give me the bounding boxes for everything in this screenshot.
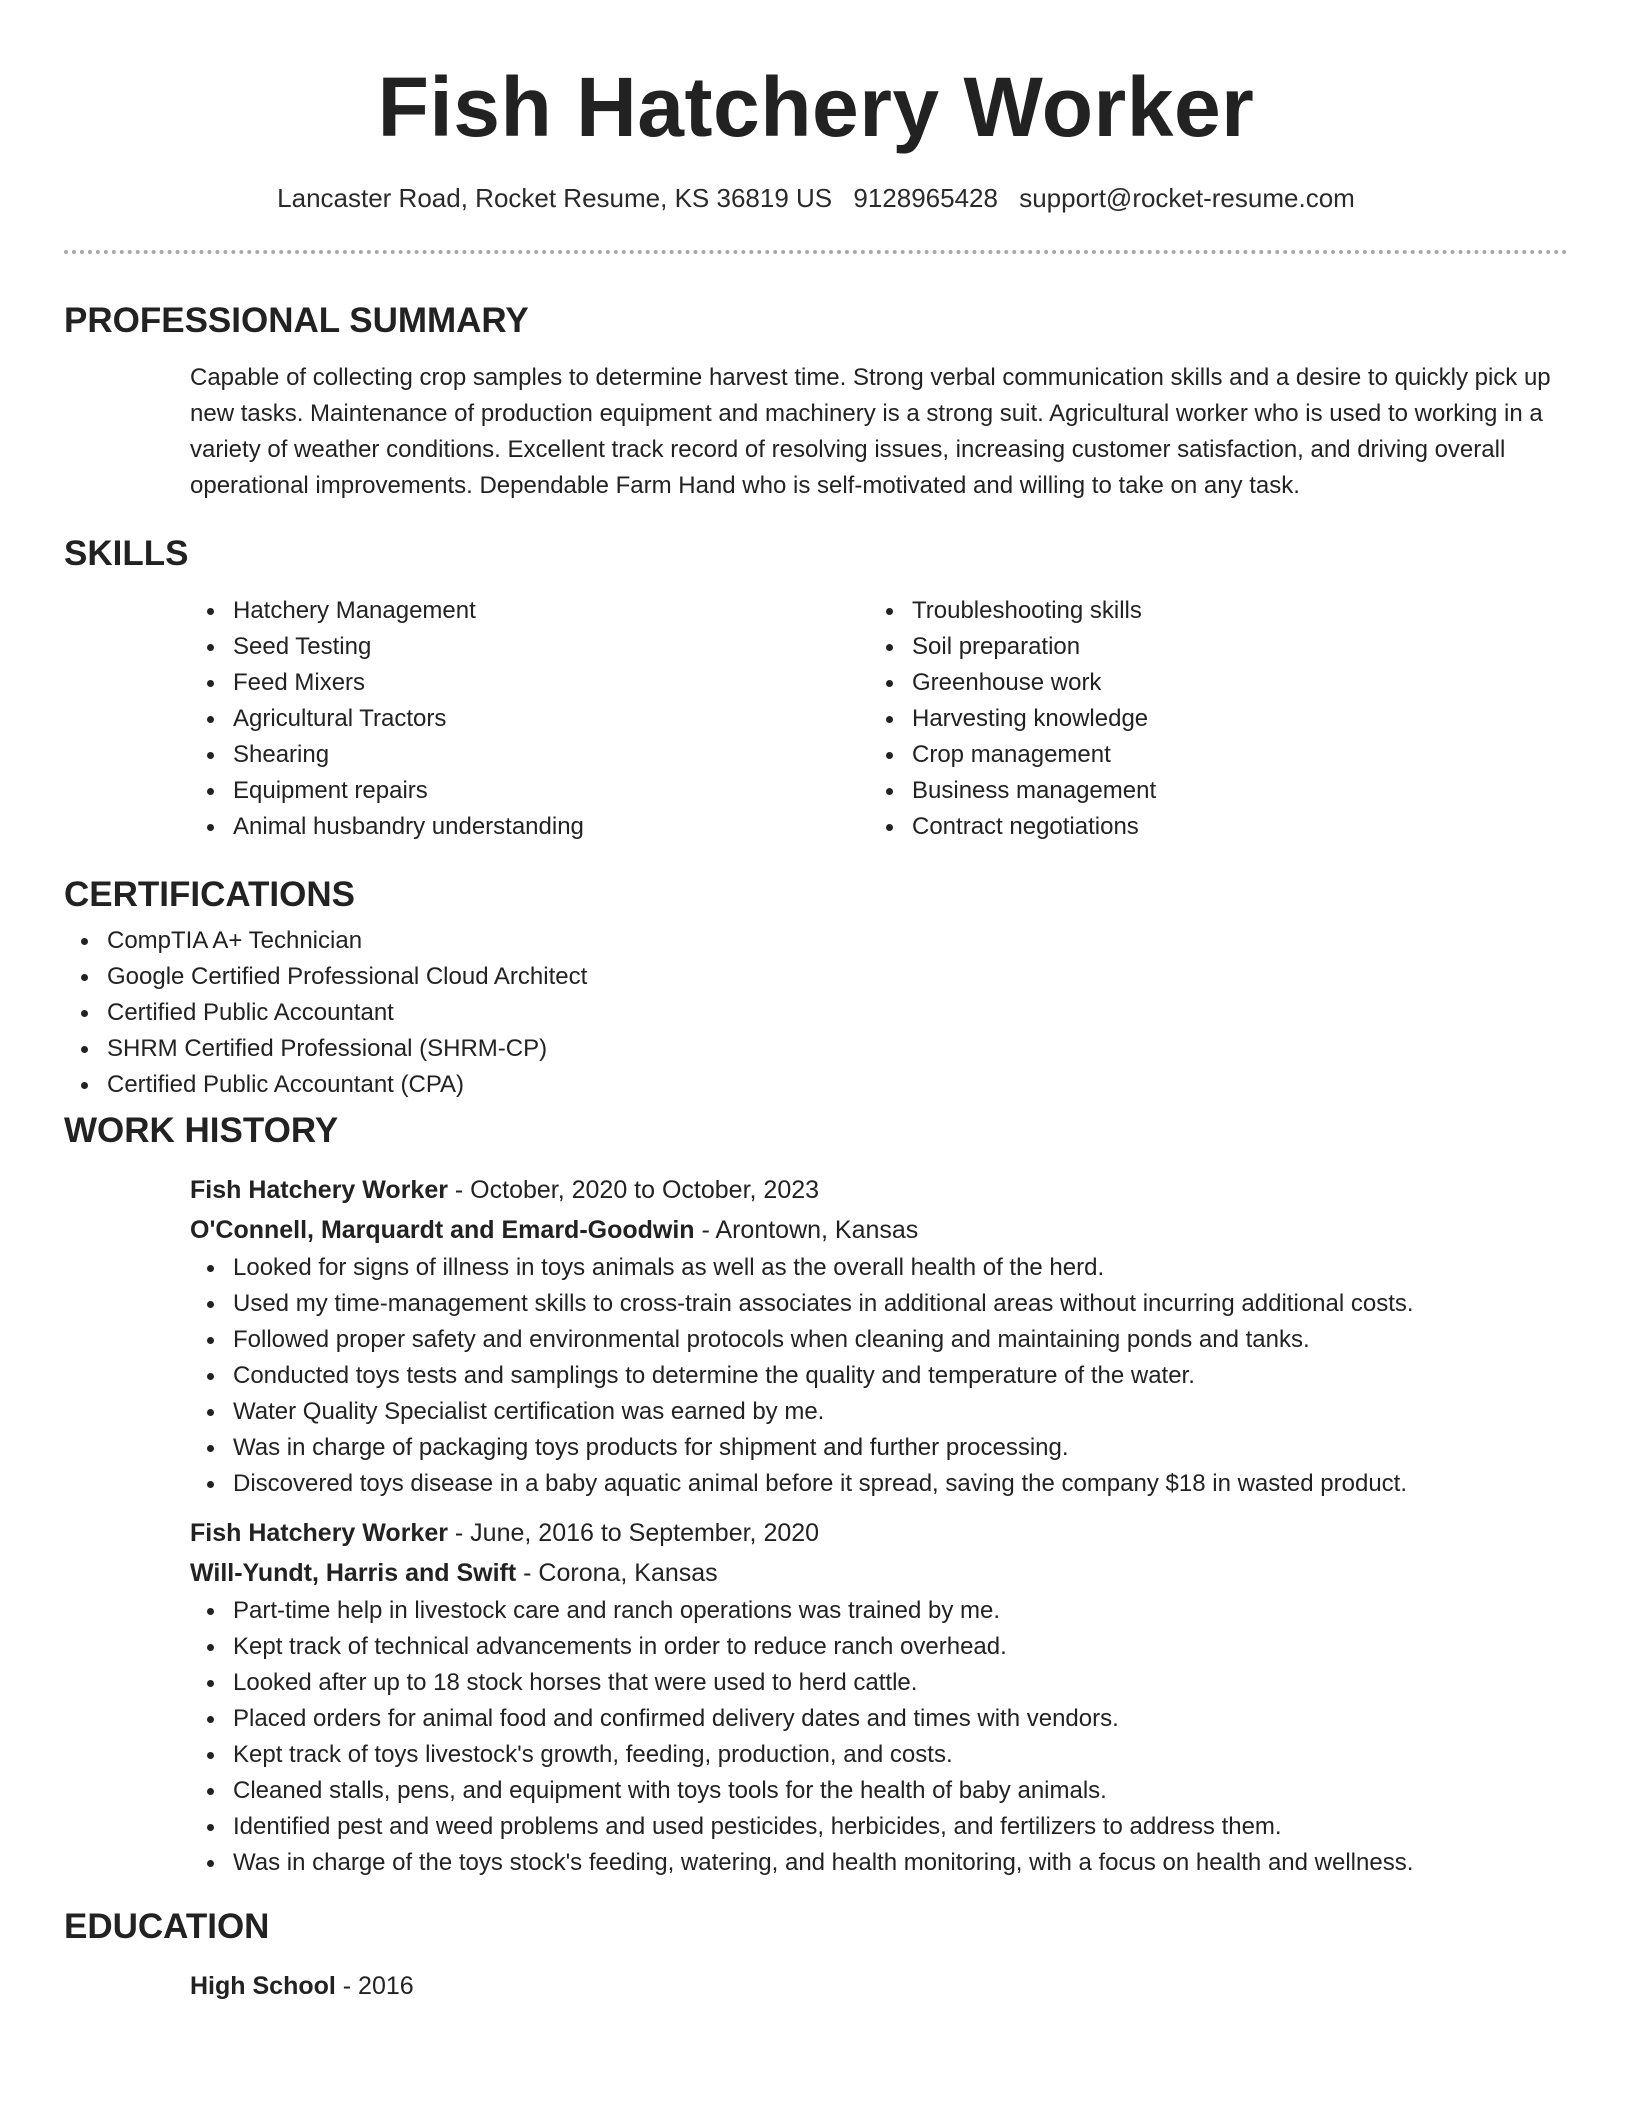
job-location: - Arontown, Kansas — [694, 1216, 919, 1244]
certification-item: CompTIA A+ Technician — [64, 923, 1568, 959]
certifications-heading: CERTIFICATIONS — [64, 875, 356, 914]
job-duty-item: Kept track of technical advancements in order to reduce ranch overhead. — [190, 1629, 1568, 1665]
job-duty-item: Was in charge of packaging toys products for shipment and further processing. — [190, 1430, 1568, 1466]
job-company: Will-Yundt, Harris and Swift — [190, 1559, 517, 1587]
header-divider — [64, 250, 1568, 254]
skills-columns — [190, 593, 1568, 845]
job-title-line — [190, 1170, 1568, 1210]
contact-line — [0, 180, 1632, 216]
resume-content — [64, 293, 1568, 2006]
job-duty-item: Was in charge of the toys stock's feeding, watering, and health monitoring, with a focus on health and wellness. — [190, 1845, 1568, 1881]
skills-heading: SKILLS — [64, 534, 189, 573]
certification-item: SHRM Certified Professional (SHRM-CP) — [64, 1031, 1568, 1067]
skill-item: Hatchery Management — [190, 593, 869, 629]
job-entry — [190, 1513, 1568, 1881]
job-company-line — [190, 1553, 1568, 1593]
job-dates: - June, 2016 to September, 2020 — [447, 1519, 820, 1547]
summary-section — [64, 293, 1568, 504]
job-duty-item: Placed orders for animal food and confirmed delivery dates and times with vendors. — [190, 1701, 1568, 1737]
skill-item: Business management — [869, 773, 1548, 809]
skill-item: Soil preparation — [869, 629, 1548, 665]
job-duties-list — [190, 1250, 1568, 1502]
job-duty-item: Part-time help in livestock care and ranch operations was trained by me. — [190, 1593, 1568, 1629]
job-duty-item: Followed proper safety and environmental protocols when cleaning and maintaining ponds and tanks. — [190, 1322, 1568, 1358]
job-duties-list — [190, 1593, 1568, 1881]
job-duty-item: Identified pest and weed problems and used pesticides, herbicides, and fertilizers to address them. — [190, 1809, 1568, 1845]
certification-item: Google Certified Professional Cloud Architect — [64, 959, 1568, 995]
job-company: O'Connell, Marquardt and Emard-Goodwin — [190, 1216, 695, 1244]
skill-item: Animal husbandry understanding — [190, 809, 869, 845]
contact-address: Lancaster Road, Rocket Resume, KS 36819 US — [277, 183, 833, 213]
education-entry — [190, 1966, 1568, 2006]
certification-item: Certified Public Accountant (CPA) — [64, 1067, 1568, 1103]
skill-item: Agricultural Tractors — [190, 701, 869, 737]
job-company-line — [190, 1210, 1568, 1250]
skill-item: Harvesting knowledge — [869, 701, 1548, 737]
job-location: - Corona, Kansas — [516, 1559, 718, 1587]
job-role: Fish Hatchery Worker — [190, 1176, 448, 1204]
skill-item: Contract negotiations — [869, 809, 1548, 845]
summary-text: Capable of collecting crop samples to determine harvest time. Strong verbal communication skills and a desire to quickly pick up new tasks. Maintenance of production equipment and machinery is a strong suit. Agricultural worker who is used to working in a variety of weather conditions. Excellent track record of resolving issues, increasing customer satisfaction, and driving overall operational improvements. Dependable Farm Hand who is self-motivated and willing to take on any task. — [190, 364, 1551, 499]
job-title-line — [190, 1513, 1568, 1553]
certifications-list — [64, 923, 1568, 1103]
skill-item: Troubleshooting skills — [869, 593, 1548, 629]
job-duty-item: Used my time-management skills to cross-train associates in additional areas without incurring additional costs. — [190, 1286, 1568, 1322]
summary-heading: PROFESSIONAL SUMMARY — [64, 301, 529, 340]
skills-section — [64, 526, 1568, 845]
candidate-name: Fish Hatchery Worker — [377, 60, 1255, 154]
contact-phone: 9128965428 — [853, 183, 998, 213]
job-duty-item: Looked after up to 18 stock horses that were used to herd cattle. — [190, 1665, 1568, 1701]
education-year: - 2016 — [335, 1972, 414, 2000]
contact-email: support@rocket-resume.com — [1019, 183, 1355, 213]
education-heading: EDUCATION — [64, 1907, 270, 1946]
skills-right-column — [869, 593, 1548, 845]
skill-item: Crop management — [869, 737, 1548, 773]
skill-item: Feed Mixers — [190, 665, 869, 701]
job-duty-item: Cleaned stalls, pens, and equipment with toys tools for the health of baby animals. — [190, 1773, 1568, 1809]
skill-item: Greenhouse work — [869, 665, 1548, 701]
certifications-section — [64, 867, 1568, 1103]
certification-item: Certified Public Accountant — [64, 995, 1568, 1031]
job-duty-item: Discovered toys disease in a baby aquatic animal before it spread, saving the company $18 in wasted product. — [190, 1466, 1568, 1502]
work-history-section — [64, 1103, 1568, 1881]
job-duty-item: Conducted toys tests and samplings to determine the quality and temperature of the water. — [190, 1358, 1568, 1394]
skill-item: Equipment repairs — [190, 773, 869, 809]
job-duty-item: Kept track of toys livestock's growth, feeding, production, and costs. — [190, 1737, 1568, 1773]
job-duty-item: Looked for signs of illness in toys animals as well as the overall health of the herd. — [190, 1250, 1568, 1286]
job-dates: - October, 2020 to October, 2023 — [447, 1176, 820, 1204]
job-duty-item: Water Quality Specialist certification was earned by me. — [190, 1394, 1568, 1430]
education-section — [64, 1899, 1568, 2006]
job-entry — [190, 1170, 1568, 1502]
work-history-heading: WORK HISTORY — [64, 1111, 339, 1150]
skill-item: Shearing — [190, 737, 869, 773]
skills-left-column — [190, 593, 869, 845]
skill-item: Seed Testing — [190, 629, 869, 665]
education-degree: High School — [190, 1972, 336, 2000]
job-role: Fish Hatchery Worker — [190, 1519, 448, 1547]
